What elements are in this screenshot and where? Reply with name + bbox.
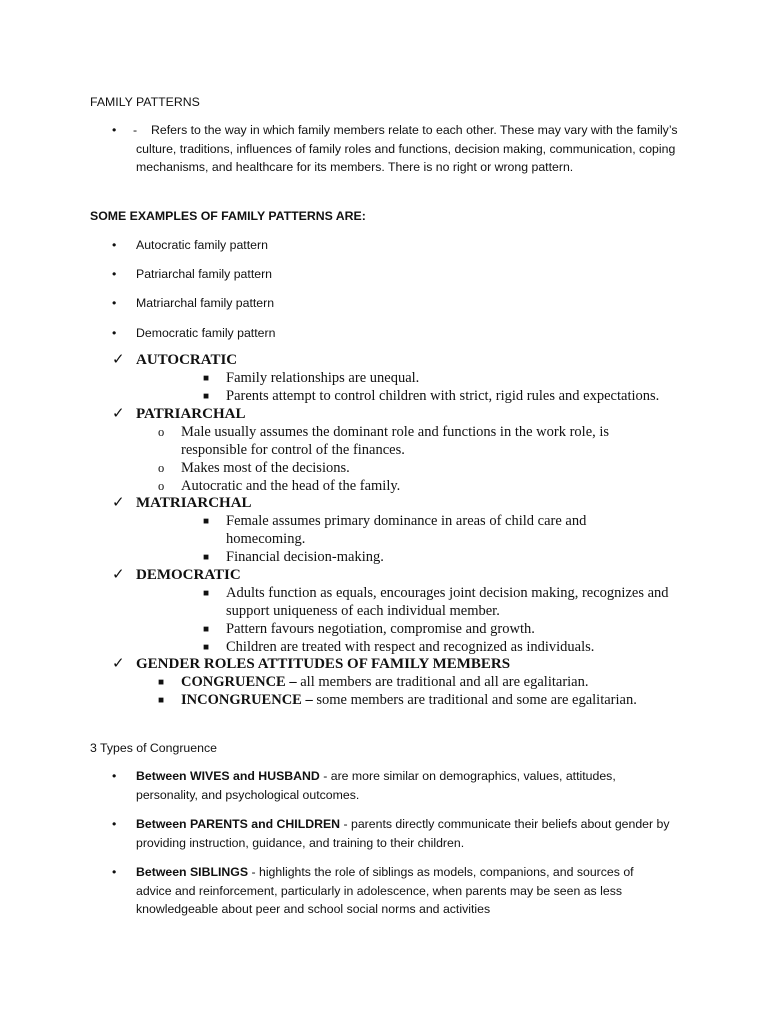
list-item-text: Parents attempt to control children with strict, rigid rules and expectations. — [226, 388, 660, 404]
bullet-marker: • — [112, 326, 117, 340]
section-title: DEMOCRATIC — [136, 567, 241, 583]
circle-bullet-icon: o — [158, 479, 165, 493]
bullet-marker: • — [112, 267, 117, 281]
definition: - are more similar on demographics, values, attitudes, personality, and psychological outcomes. — [136, 769, 616, 802]
congruence-types-heading: 3 Types of Congruence — [90, 741, 217, 755]
list-item-text — [136, 863, 672, 919]
square-bullet-icon: ■ — [203, 516, 210, 527]
checkmark-icon: ✓ — [112, 406, 125, 422]
list-item-text — [181, 674, 716, 692]
term-incongruence: INCONGRUENCE – — [181, 692, 313, 708]
definition: - parents directly communicate their beliefs about gender by providing instruction, guidance, and training to their children. — [136, 817, 670, 850]
square-bullet-icon: ■ — [203, 624, 210, 635]
example-text: Autocratic family pattern — [136, 238, 268, 252]
list-item-text — [136, 767, 672, 804]
term: Between WIVES and HUSBAND — [136, 769, 320, 783]
section-title: MATRIARCHAL — [136, 495, 252, 511]
list-item-text: Adults function as equals, encourages joint decision making, recognizes and support uniqueness of each individual member. — [226, 585, 669, 619]
examples-heading: SOME EXAMPLES OF FAMILY PATTERNS ARE: — [90, 209, 366, 223]
checkmark-icon: ✓ — [112, 352, 125, 368]
list-item-text: Family relationships are unequal. — [226, 370, 420, 386]
square-bullet-icon: ■ — [158, 695, 165, 706]
checkmark-icon: ✓ — [112, 656, 125, 672]
list-item-text: Pattern favours negotiation, compromise and growth. — [226, 621, 535, 637]
bullet-marker: • — [112, 865, 117, 879]
example-text: Matriarchal family pattern — [136, 296, 275, 310]
definition: some members are traditional and some are egalitarian. — [312, 692, 637, 708]
term: Between PARENTS and CHILDREN — [136, 817, 341, 831]
bullet-marker: • — [112, 769, 117, 783]
square-bullet-icon: ■ — [158, 677, 165, 688]
square-bullet-icon: ■ — [203, 588, 210, 599]
dash-marker: - — [133, 123, 138, 137]
bullet-marker: • — [112, 123, 117, 137]
section-title: GENDER ROLES ATTITUDES OF FAMILY MEMBERS — [136, 656, 511, 672]
list-item-text: Female assumes primary dominance in areas of child care and homecoming. — [226, 513, 587, 547]
checkmark-icon: ✓ — [112, 567, 125, 583]
term-congruence: CONGRUENCE – — [181, 674, 297, 690]
list-item-text: Financial decision-making. — [226, 549, 384, 565]
list-item-text: Makes most of the decisions. — [181, 460, 350, 476]
document-title: FAMILY PATTERNS — [90, 95, 200, 109]
circle-bullet-icon: o — [158, 425, 165, 439]
list-item-text — [136, 815, 672, 852]
square-bullet-icon: ■ — [203, 391, 210, 402]
list-item-text: Autocratic and the head of the family. — [181, 478, 401, 494]
bullet-marker: • — [112, 817, 117, 831]
list-item-text: Children are treated with respect and recognized as individuals. — [226, 639, 595, 655]
section-title: AUTOCRATIC — [136, 352, 238, 368]
circle-bullet-icon: o — [158, 461, 165, 475]
definition: all members are traditional and all are egalitarian. — [296, 674, 589, 690]
section-title: PATRIARCHAL — [136, 406, 246, 422]
definition: - highlights the role of siblings as models, companions, and sources of advice and reinforcement, particularly in adolescence, when parents may be seen as less knowledgeable about peer and school social norms and activities — [136, 865, 634, 916]
intro-text: Refers to the way in which family members relate to each other. These may vary with the family’s culture, traditions, influences of family roles and functions, decision making, communication, coping mechanisms, and healthcare for its members. There is no right or wrong pattern. — [136, 123, 678, 174]
list-item-text: Male usually assumes the dominant role and functions in the work role, is responsible for control of the finances. — [181, 424, 610, 458]
example-text: Democratic family pattern — [136, 326, 276, 340]
checkmark-icon: ✓ — [112, 495, 125, 511]
square-bullet-icon: ■ — [203, 373, 210, 384]
bullet-marker: • — [112, 296, 117, 310]
list-item-text — [181, 692, 716, 710]
square-bullet-icon: ■ — [203, 642, 210, 653]
example-text: Patriarchal family pattern — [136, 267, 273, 281]
bullet-marker: • — [112, 238, 117, 252]
term: Between SIBLINGS — [136, 865, 249, 879]
square-bullet-icon: ■ — [203, 552, 210, 563]
